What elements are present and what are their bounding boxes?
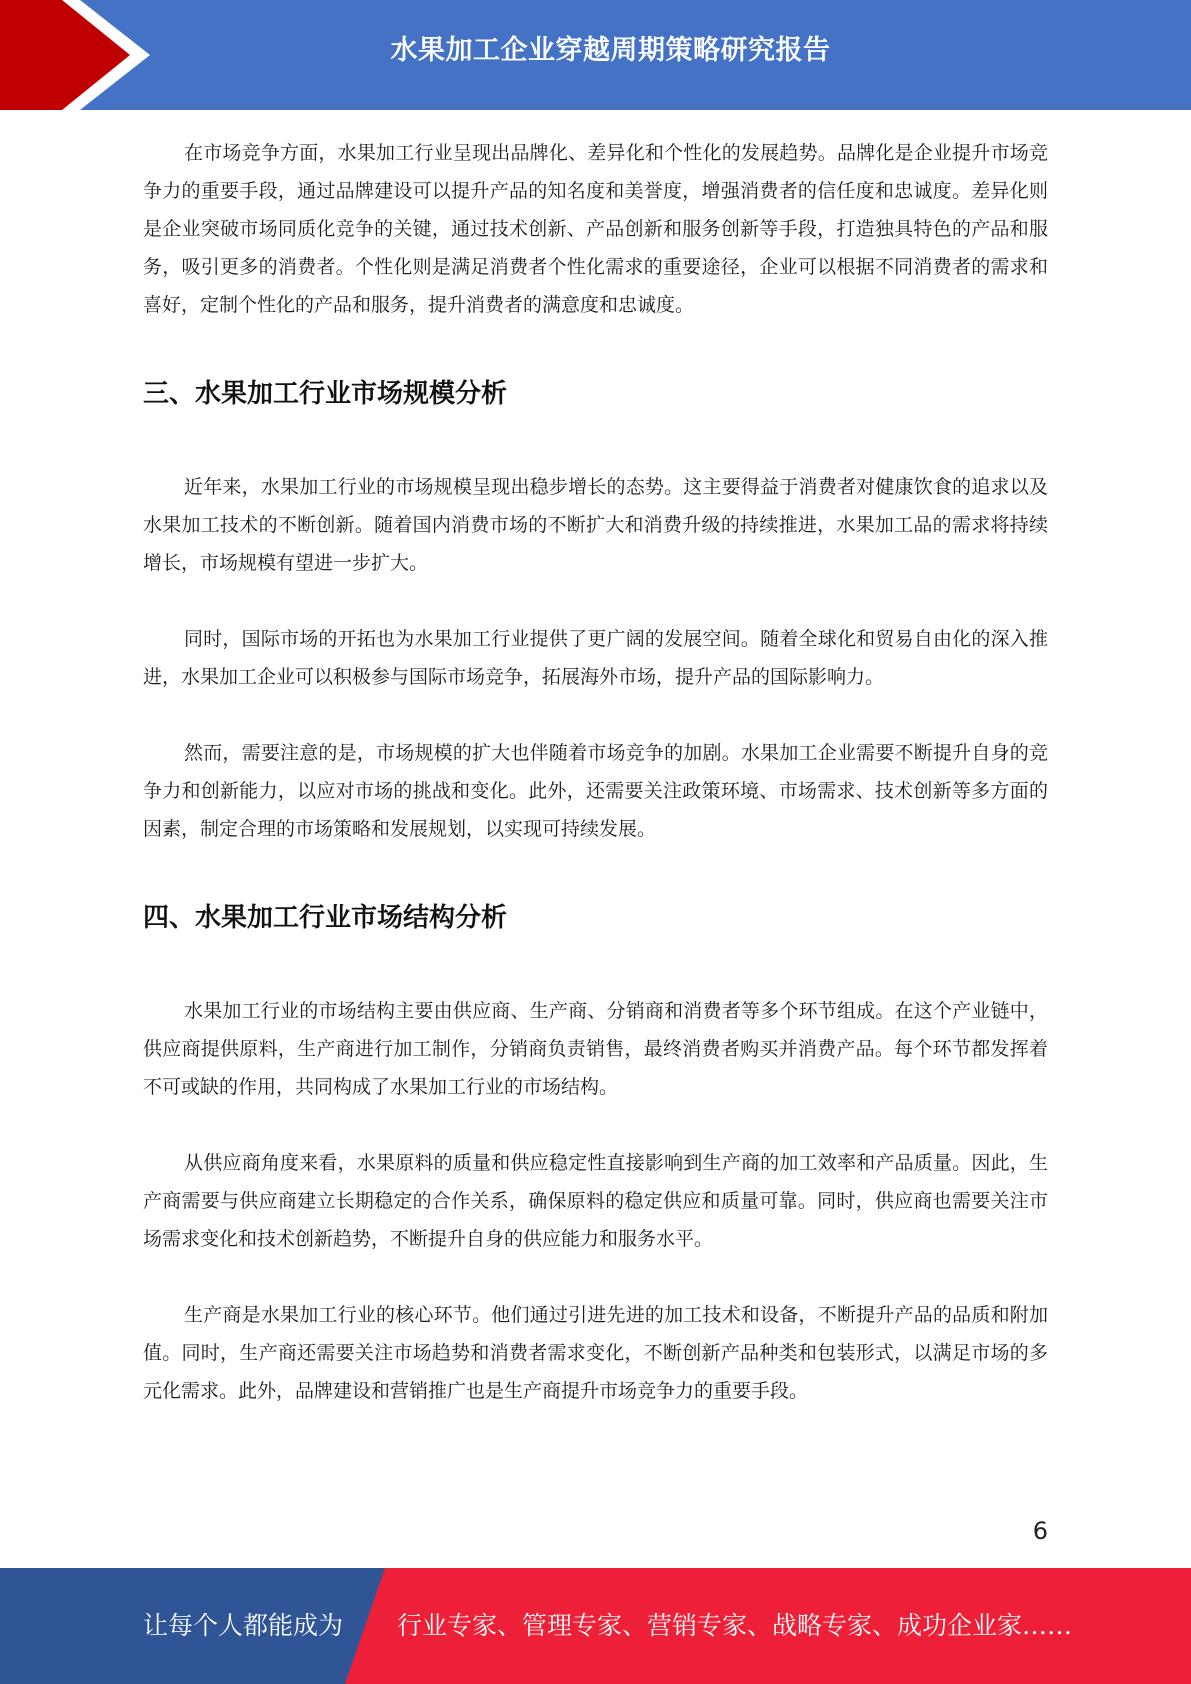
paragraph-market-growth: 近年来，水果加工行业的市场规模呈现出稳步增长的态势。这主要得益于消费者对健康饮食的追求以及水果加工技术的不断创新。随着国内消费市场的不断扩大和消费升级的持续推进，水果加工品的需求将持续增长，市场规模有望进一步扩大。 [143, 476, 1048, 574]
page-number: 6 [1032, 1517, 1048, 1545]
spacer [143, 1258, 1048, 1296]
report-title: 水果加工企业穿越周期策略研究报告 [390, 35, 831, 66]
paragraph-international-market: 同时，国际市场的开拓也为水果加工行业提供了更广阔的发展空间。随着全球化和贸易自由化的深入推进，水果加工企业可以积极参与国际市场竞争，拓展海外市场，提升产品的国际影响力。 [143, 628, 1048, 688]
spacer [143, 324, 1048, 374]
section-heading-market-size: 三、水果加工行业市场规模分析 [143, 379, 508, 409]
paragraph-structure-overview: 水果加工行业的市场结构主要由供应商、生产商、分销商和消费者等多个环节组成。在这个产业链中，供应商提供原料，生产商进行加工制作，分销商负责销售，最终消费者购买并消费产品。每个环节都发挥着不可或缺的作用，共同构成了水果加工行业的市场结构。 [143, 1000, 1048, 1098]
footer-slogan-left: 让每个人都能成为 [143, 1611, 344, 1640]
spacer [143, 1106, 1048, 1144]
paragraph-competition-intensify: 然而，需要注意的是，市场规模的扩大也伴随着市场竞争的加剧。水果加工企业需要不断提升自身的竞争力和创新能力，以应对市场的挑战和变化。此外，还需要关注政策环境、市场需求、技术创新等多方面的因素，制定合理的市场策略和发展规划，以实现可持续发展。 [143, 742, 1048, 840]
section-heading-market-structure: 四、水果加工行业市场结构分析 [143, 903, 508, 933]
footer-slogan-right: 行业专家、管理专家、营销专家、战略专家、成功企业家…… [397, 1611, 1073, 1640]
spacer [143, 582, 1048, 620]
spacer [143, 938, 1048, 992]
main-content [143, 134, 1048, 1410]
page-header [0, 0, 1191, 110]
paragraph-producer-core: 生产商是水果加工行业的核心环节。他们通过引进先进的加工技术和设备，不断提升产品的品质和附加值。同时，生产商还需要关注市场趋势和消费者需求变化，不断创新产品种类和包装形式，以满足市场的多元化需求。此外，品牌建设和营销推广也是生产商提升市场竞争力的重要手段。 [143, 1304, 1048, 1402]
paragraph-market-competition: 在市场竞争方面，水果加工行业呈现出品牌化、差异化和个性化的发展趋势。品牌化是企业提升市场竞争力的重要手段，通过品牌建设可以提升产品的知名度和美誉度，增强消费者的信任度和忠诚度。差异化则是企业突破市场同质化竞争的关键，通过技术创新、产品创新和服务创新等手段，打造独具特色的产品和服务，吸引更多的消费者。个性化则是满足消费者个性化需求的重要途径，企业可以根据不同消费者的需求和喜好，定制个性化的产品和服务，提升消费者的满意度和忠诚度。 [143, 142, 1048, 316]
spacer [143, 414, 1048, 468]
page-footer [0, 1568, 1191, 1684]
paragraph-supplier-perspective: 从供应商角度来看，水果原料的质量和供应稳定性直接影响到生产商的加工效率和产品质量。因此，生产商需要与供应商建立长期稳定的合作关系，确保原料的稳定供应和质量可靠。同时，供应商也需要关注市场需求变化和技术创新趋势，不断提升自身的供应能力和服务水平。 [143, 1152, 1048, 1250]
spacer [143, 848, 1048, 898]
spacer [143, 696, 1048, 734]
